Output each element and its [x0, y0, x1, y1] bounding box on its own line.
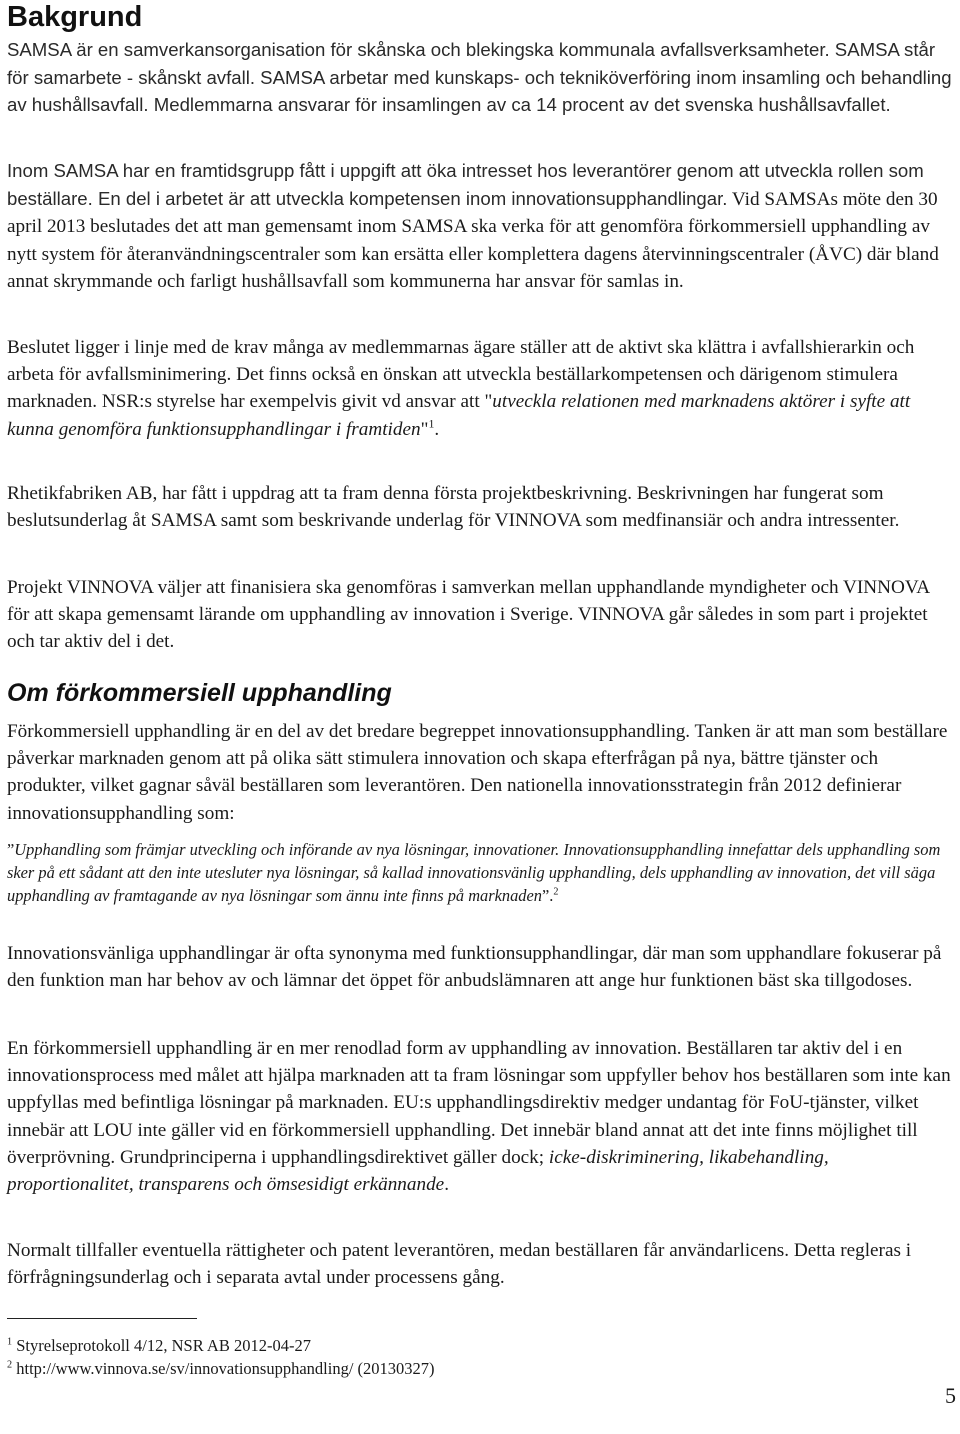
paragraph-beslutet-end: " [420, 418, 429, 440]
heading-om-forkommersiell-upphandling: Om förkommersiell upphandling [7, 679, 392, 707]
footnote-2-number: 2 [7, 1359, 13, 1371]
quote-text: Upphandling som främjar utveckling och införande av nya lösningar, innovationer. Innovationsupphandling innefattar dels upphandling som sker på ett sådant att den inte utesluter nya lösningar, så kallad innovationsvänlig upphandling, dels upphandling av innovation, det vill säga upphandling av framtagande av nya lösningar som ännu inte finns på marknaden [7, 840, 941, 906]
footnote-1 [7, 1335, 311, 1357]
page-number: 5 [945, 1383, 956, 1408]
paragraph-innovationsvanliga: Innovationsvänliga upphandlingar är ofta synonyma med funktionsupphandlingar, där man som upphandlare fokuserar på den funktion man har behov av och lämnar det öppet för anbudslämnaren att ange hur funktionen bäst ska tillgodoses. [7, 943, 942, 992]
footnote-2-text[interactable]: http://www.vinnova.se/sv/innovationsupphandling/ (20130327) [12, 1359, 435, 1378]
paragraph-vinnova: Projekt VINNOVA väljer att finanisiera ska genomföras i samverkan mellan upphandlande myndigheter och VINNOVA för att skapa gemensamt lärande om upphandling av innovation i Sverige. VINNOVA går således in som part i projektet och tar aktiv del i det. [7, 577, 930, 653]
footnote-1-text: Styrelseprotokoll 4/12, NSR AB 2012-04-27 [12, 1336, 311, 1355]
paragraph-framtidsgrupp-sans: Inom SAMSA har en framtidsgrupp fått i uppgift att öka intresset hos leverantörer genom att utveckla rollen som beställare. En del i arbetet är att utveckla kompetensen inom innovationsupphandlingar. [7, 160, 924, 210]
footnote-2 [7, 1358, 435, 1380]
blockquote-innovationsstrategi [7, 838, 955, 908]
quote-close-mark: ”. [541, 886, 554, 906]
paragraph-renodlad-end: . [444, 1174, 449, 1196]
paragraph-forkommersiell: Förkommersiell upphandling är en del av det bredare begreppet innovationsupphandling. Tanken är att man som beställare påverkar marknaden genom att på olika sätt stimulera innovation och skapa efterfrågan på nya, bättre tjänster och produkter, vilket gagnar såväl beställaren som leverantören. Den nationella innovationsstrategin från 2012 definierar innovationsupphandling som: [7, 721, 948, 824]
paragraph-rattigheter: Normalt tillfaller eventuella rättigheter och patent leverantören, medan beställaren får användarlicens. Detta regleras i förfrågningsunderlag och i separata avtal under processens gång. [7, 1240, 912, 1289]
paragraph-renodlad-principles: icke-diskriminering, likabehandling, proportionalitet, transparens och ömsesidigt erkännande [7, 1146, 829, 1196]
footnote-ref-1[interactable]: 1 [428, 416, 435, 431]
paragraph-beslutet-dot: . [434, 418, 440, 440]
paragraph-rhetikfabriken: Rhetikfabriken AB, har fått i uppdrag att ta fram denna första projektbeskrivning. Beskrivningen har fungerat som beslutsunderlag åt SAMSA samt som beskrivande underlag för VINNOVA som medfinansiär och andra intressenter. [7, 483, 900, 532]
heading-bakgrund: Bakgrund [7, 1, 143, 33]
paragraph-framtidsgrupp [7, 157, 955, 295]
footnote-ref-2[interactable]: 2 [553, 886, 559, 898]
paragraph-samsa-intro: SAMSA är en samverkansorganisation för skånska och blekingska kommunala avfallsverksamheter. SAMSA står för samarbete - skånskt avfall. SAMSA arbetar med kunskaps- och tekniköverföring inom insamling och behandling av hushållsavfall. Medlemmarna ansvarar för insamlingen av ca 14 procent av det svenska hushållsavfallet. [7, 39, 952, 115]
paragraph-beslutet-quote: utveckla relationen med marknadens aktörer i syfte att kunna genomföra funktionsupphandlingar i framtiden [7, 391, 911, 440]
paragraph-renodlad-form [7, 1035, 955, 1198]
footnote-separator [7, 1318, 197, 1319]
paragraph-renodlad-text: En förkommersiell upphandling är en mer renodlad form av upphandling av innovation. Beställaren tar aktiv del i en innovationsprocess med målet att hjälpa marknaden att ta fram lösningar som uppfyller behov hos beställaren som inte kan uppfyllas med befintliga lösningar på marknaden. EU:s upphandlingsdirektiv medger undantag för FoU-tjänster, vilket innebär att LOU inte gäller vid en förkommersiell upphandling. Det innebär bland annat att det inte finns möjlighet till överprövning. Grundprinciperna i upphandlingsdirektivet gäller dock; [7, 1038, 951, 1168]
paragraph-beslutet [7, 334, 955, 443]
paragraph-framtidsgrupp-serif: Vid SAMSAs möte den 30 april 2013 beslutades det att man gemensamt inom SAMSA ska verka för att genomföra förkommersiell upphandling av nytt system för återanvändningscentraler som kan ersätta eller komplettera dagens återvinningscentraler (ÅVC) där bland annat skrymmande och farligt hushållsavfall som kommunerna har ansvar för samlas in. [7, 189, 939, 292]
paragraph-beslutet-text: Beslutet ligger i linje med de krav många av medlemmarnas ägare ställer att de aktivt ska klättra i avfallshierarkin och arbeta för avfallsminimering. Det finns också en önskan att utveckla beställarkompetensen och därigenom stimulera marknaden. NSR:s styrelse har exempelvis givit vd ansvar att " [7, 337, 915, 413]
footnote-1-number: 1 [7, 1336, 13, 1348]
quote-open-mark: ” [7, 840, 15, 859]
